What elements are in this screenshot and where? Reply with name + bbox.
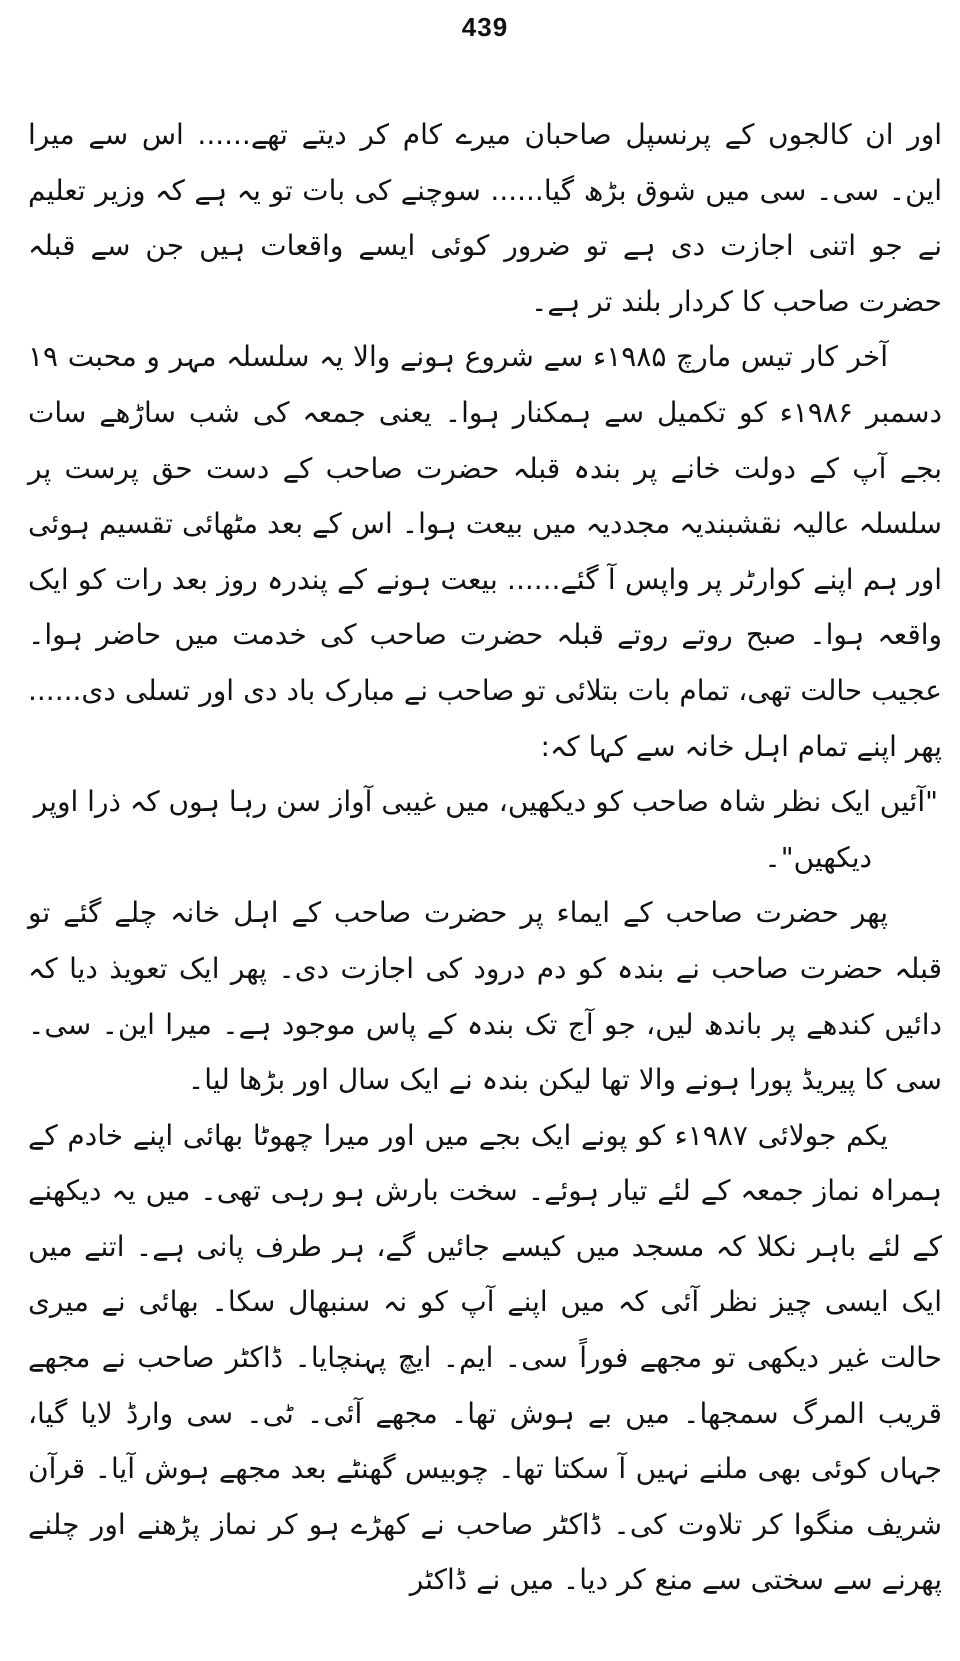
paragraph: اور ان کالجوں کے پرنسپل صاحبان میرے کام کر دیتے تھے...... اس سے میرا این۔ سی۔ سی میں شوق بڑھ گیا...... سوچنے کی بات تو یہ ہے کہ وزیر تعلیم نے جو اتنی اجازت دی ہے تو ضرور کوئی ایسے واقعات ہیں جن سے قبلہ حضرت صاحب کا کردار بلند تر ہے۔	[28, 118, 942, 318]
quotation-continuation: دیکھیں"۔	[764, 840, 872, 874]
paragraph: پھر حضرت صاحب کے ایماء پر حضرت صاحب کے اہل خانہ چلے گئے تو قبلہ حضرت صاحب نے بندہ کو دم درود کی اجازت دی۔ پھر ایک تعویذ دیا کہ دائیں کندھے پر باندھ لیں، جو آج تک بندہ کے پاس موجود ہے۔ میرا این۔ سی۔ سی کا پیریڈ پورا ہونے والا تھا لیکن بندہ نے ایک سال اور بڑھا لیا۔	[28, 896, 942, 1097]
page-number: 439	[461, 12, 509, 42]
quotation: "آئیں ایک نظر شاہ صاحب کو دیکھیں، میں غیبی آواز سن رہا ہوں کہ ذرا اوپر	[33, 785, 938, 819]
paragraph: یکم جولائی ۱۹۸۷ء کو پونے ایک بجے میں اور میرا چھوٹا بھائی اپنے خادم کے ہمراہ نماز جمعہ کے لئے تیار ہوئے۔ سخت بارش ہو رہی تھی۔ میں یہ دیکھنے کے لئے باہر نکلا کہ مسجد میں کیسے جائیں گے، ہر طرف پانی ہے۔ اتنے میں ایک ایسی چیز نظر آئی کہ میں اپنے آپ کو نہ سنبھال سکا۔ بھائی نے میری حالت غیر دیکھی تو مجھے فوراً سی۔ ایم۔ ایچ پہنچایا۔ ڈاکٹر صاحب نے مجھے قریب المرگ سمجھا۔ میں بے ہوش تھا۔ مجھے آئی۔ ٹی۔ سی وارڈ لایا گیا، جہاں کوئی بھی ملنے نہیں آ سکتا تھا۔ چوبیس گھنٹے بعد مجھے ہوش آیا۔ قرآن شریف منگوا کر تلاوت کی۔ ڈاکٹر صاحب نے کھڑے ہو کر نماز پڑھنے اور چلنے پھرنے سے سختی سے منع کر دیا۔ میں نے ڈاکٹر	[28, 1118, 942, 1597]
body-text	[28, 107, 942, 1608]
paragraph: آخر کار تیس مارچ ۱۹۸۵ء سے شروع ہونے والا یہ سلسلہ مہر و محبت ۱۹ دسمبر ۱۹۸۶ء کو تکمیل سے ہمکنار ہوا۔ یعنی جمعہ کی شب ساڑھے سات بجے آپ کے دولت خانے پر بندہ قبلہ حضرت صاحب کے دست حق پرست پر سلسلہ عالیہ نقشبندیہ مجددیہ میں بیعت ہوا۔ اس کے بعد مٹھائی تقسیم ہوئی اور ہم اپنے کوارٹر پر واپس آ گئے...... بیعت ہونے کے پندرہ روز بعد رات کو ایک واقعہ ہوا۔ صبح روتے روتے قبلہ حضرت صاحب کی خدمت میں حاضر ہوا۔ عجیب حالت تھی، تمام بات بتلائی تو صاحب نے مبارک باد دی اور تسلی دی...... پھر اپنے تمام اہل خانہ سے کہا کہ:	[28, 340, 942, 763]
